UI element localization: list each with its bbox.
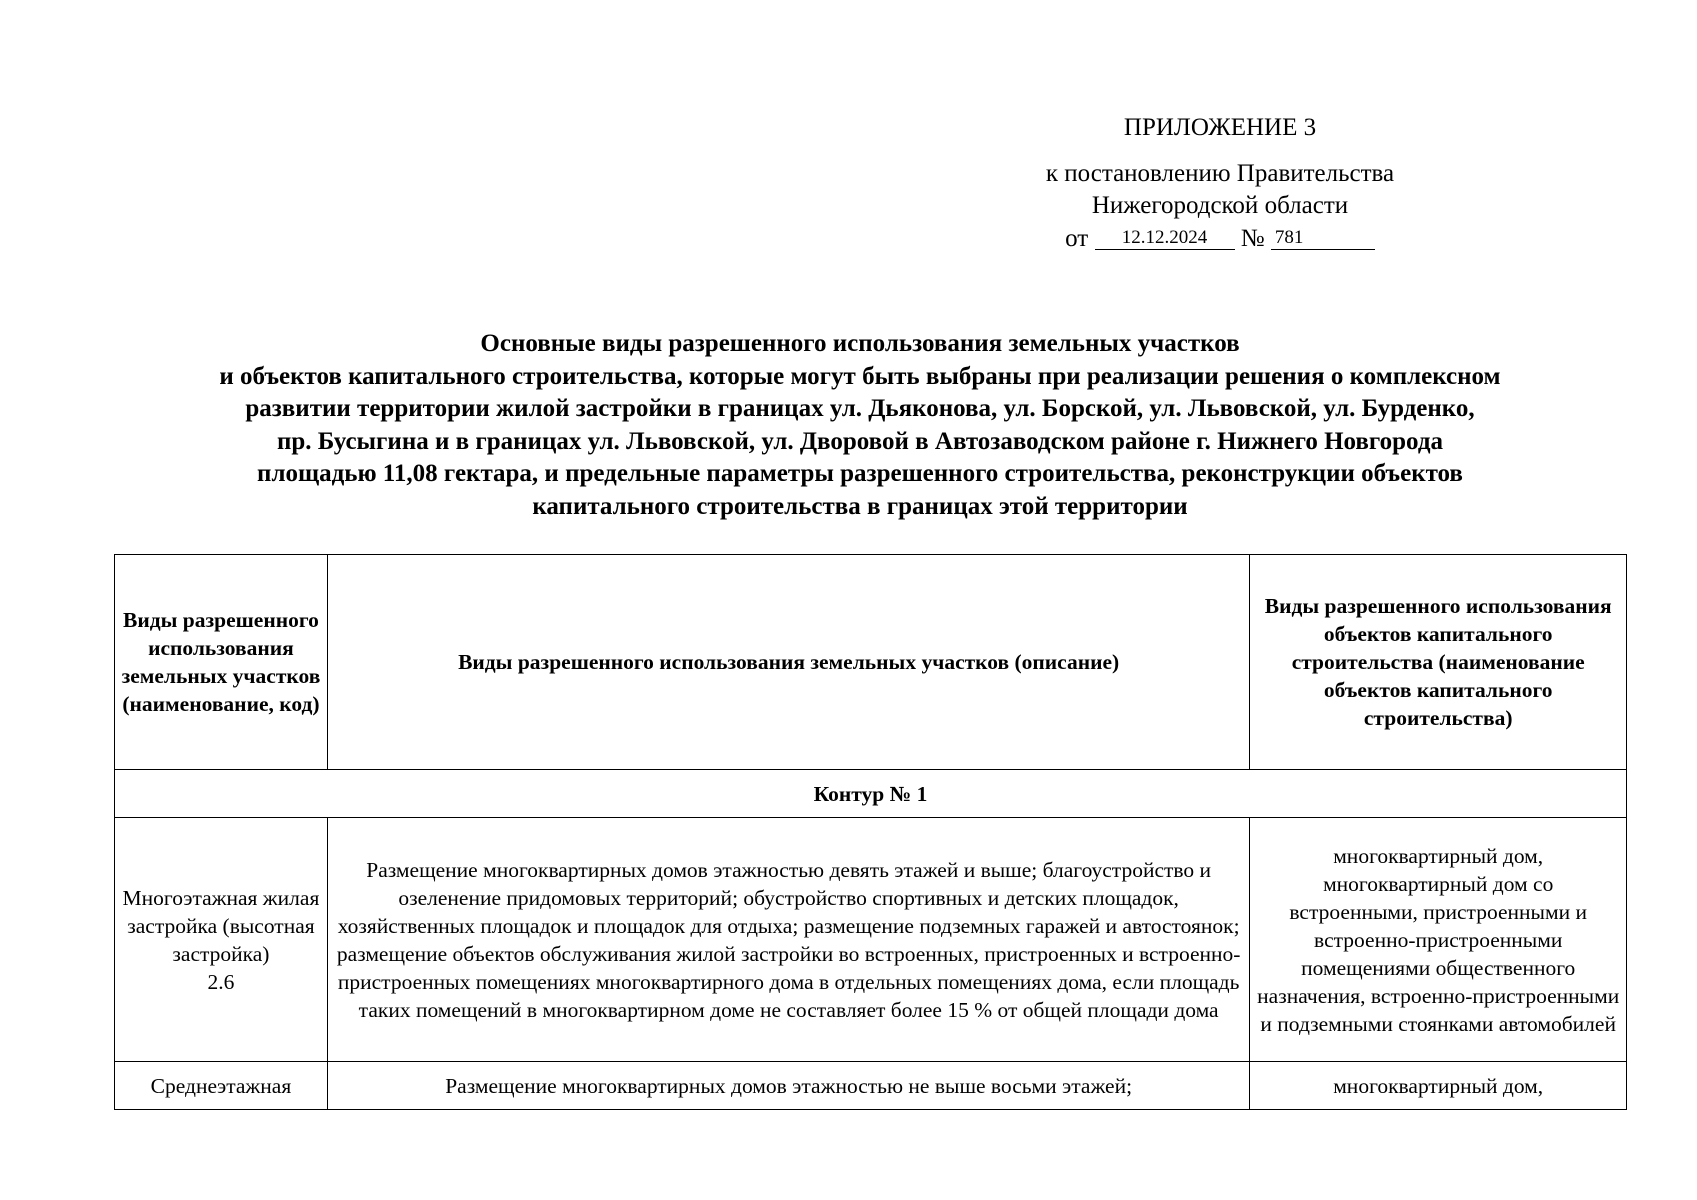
header-construction-objects: Виды разрешенного использования объектов капитального строительства (наименование объектов капитального строительства) (1250, 555, 1627, 770)
land-use-description: Размещение многоквартирных домов этажностью не выше восьми этажей; (327, 1062, 1250, 1110)
header-land-use-name: Виды разрешенного использования земельных участков (наименование, код) (115, 555, 328, 770)
title-line: пр. Бусыгина и в границах ул. Львовской, ул. Дворовой в Автозаводском районе г. Нижнего Новгорода (277, 427, 1443, 455)
appendix-line-2: Нижегородской области (1091, 192, 1349, 219)
section-row (115, 770, 1627, 818)
land-use-name: Среднеэтажная (115, 1062, 328, 1110)
document-title (95, 328, 1625, 523)
land-use-name: Многоэтажная жилая застройка (высотная застройка) (122, 885, 320, 966)
number-label: № (1240, 225, 1265, 252)
decree-number: 781 (1271, 227, 1375, 250)
section-title: Контур № 1 (115, 770, 1627, 818)
title-line: площадью 11,08 гектара, и предельные параметры разрешенного строительства, реконструкции объектов (257, 460, 1463, 487)
construction-objects: многоквартирный дом, многоквартирный дом со встроенными, пристроенными и встроенно-пристроенными помещениями общественного назначения, встроенно-пристроенными и подземными стоянками автомобилей (1250, 818, 1627, 1062)
header-land-use-description: Виды разрешенного использования земельных участков (описание) (327, 555, 1250, 770)
land-use-table (114, 554, 1627, 1110)
land-use-name-cell (115, 818, 328, 1062)
title-line: Основные виды разрешенного использования земельных участков (480, 330, 1240, 357)
appendix-date-row (1010, 223, 1430, 255)
table-row (115, 1062, 1627, 1110)
construction-objects: многоквартирный дом, (1250, 1062, 1627, 1110)
appendix-line-1: к постановлению Правительства (1045, 160, 1395, 187)
land-use-code: 2.6 (207, 969, 235, 994)
land-use-description: Размещение многоквартирных домов этажностью девять этажей и выше; благоустройство и озеленение придомовых территорий; обустройство спортивных и детских площадок, хозяйственных площадок и площадок для отдыха; размещение подземных гаражей и автостоянок; размещение объектов обслуживания жилой застройки во встроенных, пристроенных и встроенно-пристроенных помещениях многоквартирного дома в отдельных помещениях дома, если площадь таких помещений в многоквартирном доме не составляет более 15 % от общей площади дома (327, 818, 1250, 1062)
table-row (115, 818, 1627, 1062)
appendix-title: ПРИЛОЖЕНИЕ 3 (1123, 114, 1317, 141)
from-label: от (1065, 225, 1089, 252)
appendix-block (1010, 112, 1430, 255)
decree-date: 12.12.2024 (1095, 227, 1235, 250)
table-header-row (115, 555, 1627, 770)
title-line: развитии территории жилой застройки в границах ул. Дьяконова, ул. Борской, ул. Львовской, ул. Бурденко, (245, 395, 1475, 422)
title-line: капитального строительства в границах этой территории (532, 492, 1188, 520)
title-line: и объектов капитального строительства, которые могут быть выбраны при реализации решения о комплексном (219, 362, 1501, 390)
